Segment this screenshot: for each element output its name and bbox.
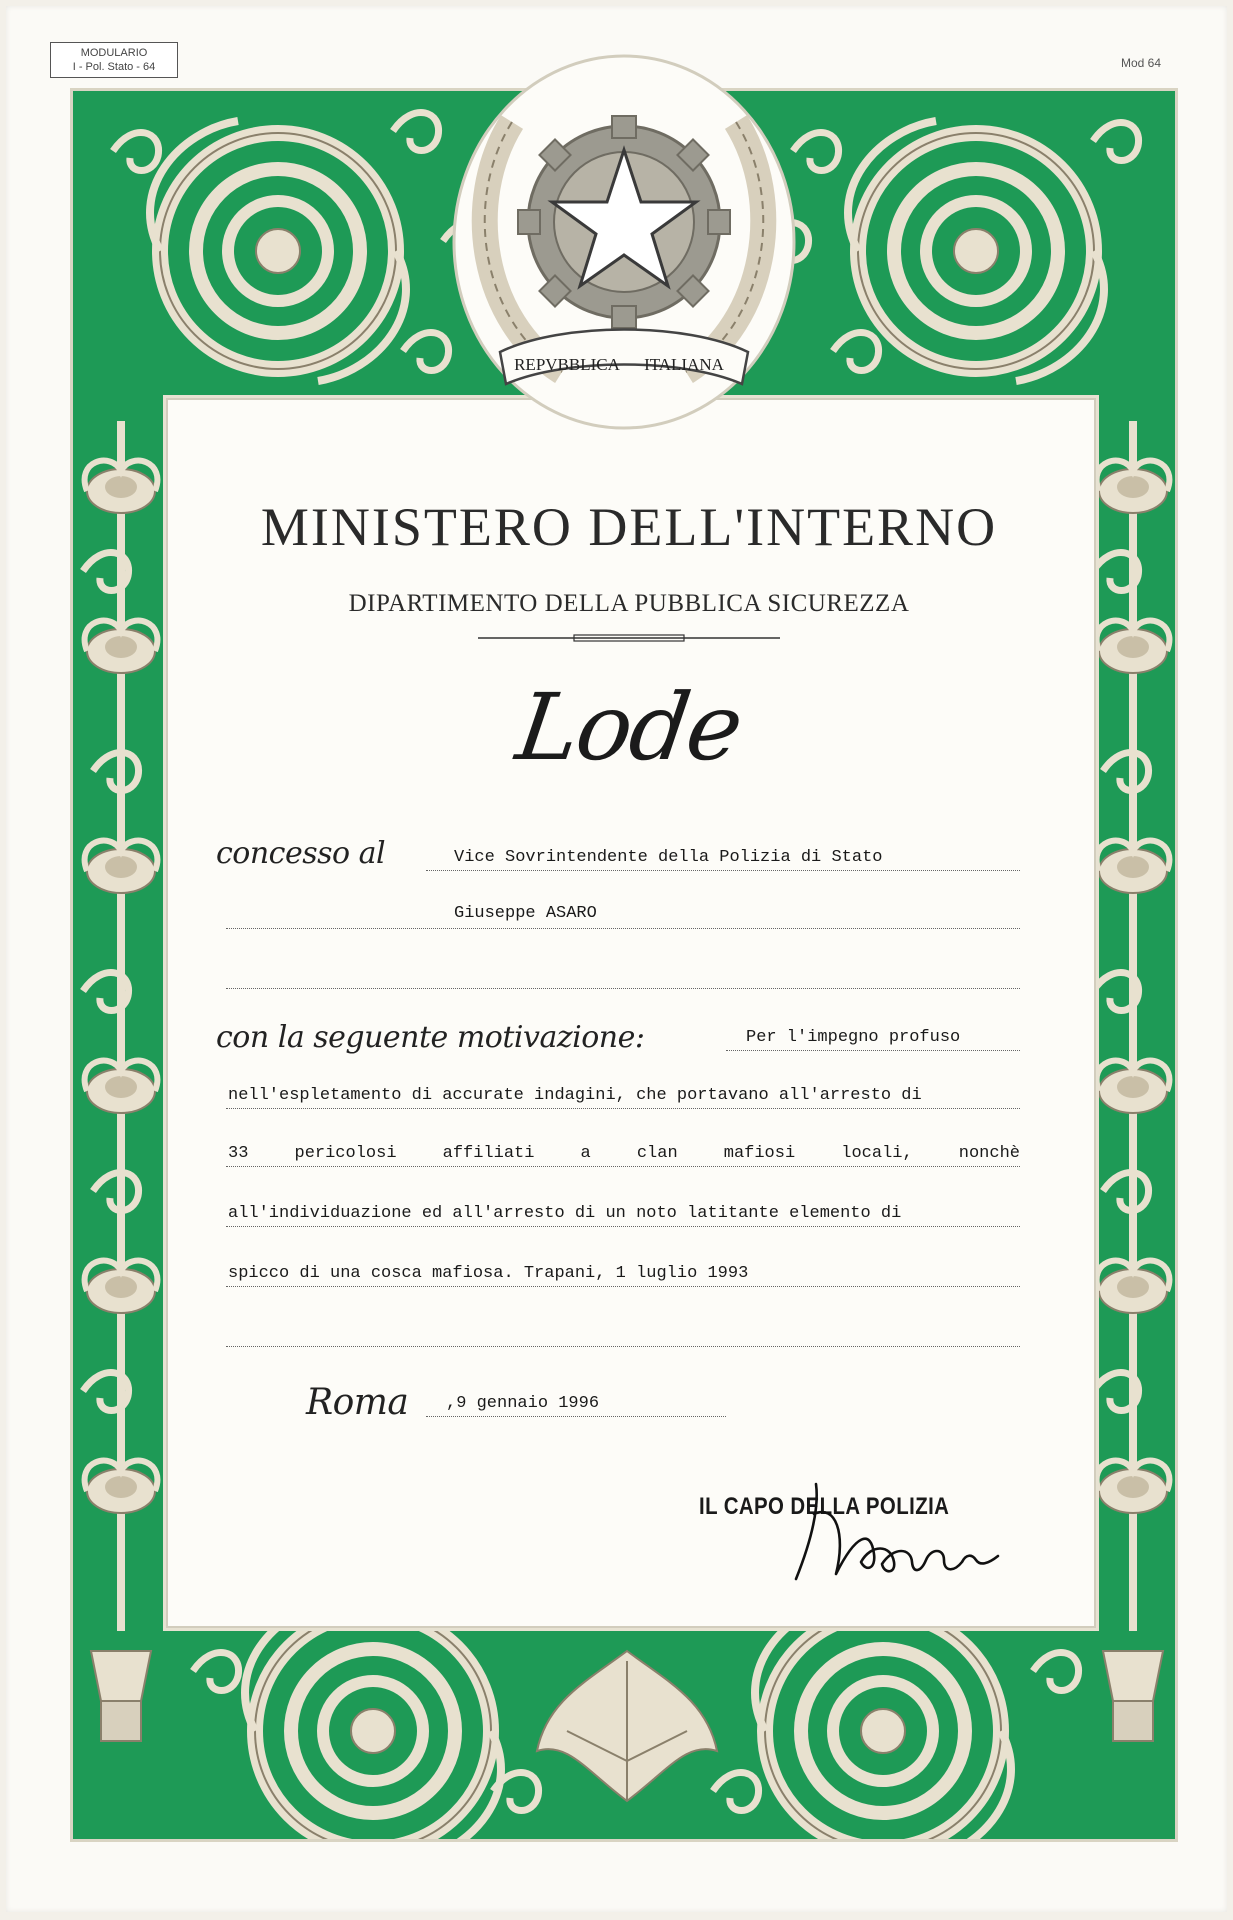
ribbon-text-right: ITALIANA <box>644 355 724 374</box>
motivation-line-3 <box>228 1144 1020 1163</box>
motivation-line-4-rule <box>226 1226 1020 1227</box>
motivation-line-3-word: clan <box>636 1144 678 1163</box>
place-label: Roma <box>306 1382 409 1423</box>
conferred-label: concesso al <box>216 836 386 871</box>
ribbon-text-left: REPVBBLICA <box>514 355 620 374</box>
motivation-line-2: nell'espletamento di accurate indagini, che portavano all'arresto di <box>228 1086 922 1105</box>
form-code-box <box>50 42 178 78</box>
heading-divider <box>478 634 780 642</box>
motivation-line-5: spicco di una cosca mafiosa. Trapani, 1 luglio 1993 <box>228 1264 749 1283</box>
signatory-title: IL CAPO DELLA POLIZIA <box>699 1493 950 1520</box>
signature-image <box>776 1474 1026 1584</box>
motivation-line-3-word: mafiosi <box>723 1144 796 1163</box>
form-code-line1: MODULARIO <box>80 47 148 59</box>
mod-number: Mod 64 <box>1120 56 1161 70</box>
certificate-text-panel <box>166 398 1096 1628</box>
certificate-sheet <box>6 6 1227 1912</box>
motivation-line-3-word: affiliati <box>442 1144 535 1163</box>
motivation-line-3-word: pericolosi <box>294 1144 397 1163</box>
motivation-line-5-rule <box>226 1286 1020 1287</box>
motivation-line-1-rule <box>726 1050 1020 1051</box>
republic-emblem-icon <box>442 52 806 452</box>
motivation-line-3-word: 33 <box>228 1144 249 1163</box>
blank-line <box>226 988 1020 989</box>
form-code-line2: I - Pol. Stato - 64 <box>72 61 156 73</box>
motivation-line-3-word: nonchè <box>958 1144 1020 1163</box>
department-heading: DIPARTIMENTO DELLA PUBBLICA SICUREZZA <box>348 590 910 617</box>
motivation-label: con la seguente motivazione: <box>216 1020 645 1055</box>
motivation-line-1: Per l'impegno profuso <box>746 1028 961 1047</box>
issue-date: ,9 gennaio 1996 <box>446 1394 600 1413</box>
motivation-line-3-word: locali, <box>841 1144 913 1163</box>
ministry-heading: MINISTERO DELL'INTERNO <box>260 497 998 557</box>
award-title: Lode <box>510 674 748 781</box>
motivation-line-4: all'individuazione ed all'arresto di un noto latitante elemento di <box>228 1204 902 1223</box>
recipient-rank: Vice Sovrintendente della Polizia di Stato <box>454 848 883 867</box>
motivation-line-3-word: a <box>580 1144 591 1163</box>
motivation-line-2-rule <box>226 1108 1020 1109</box>
date-line <box>426 1416 726 1417</box>
recipient-name: Giuseppe ASARO <box>454 904 597 923</box>
blank-line-2 <box>226 1346 1020 1347</box>
recipient-name-line <box>226 928 1020 929</box>
motivation-line-3-rule <box>226 1166 1020 1167</box>
recipient-rank-line <box>426 870 1020 871</box>
